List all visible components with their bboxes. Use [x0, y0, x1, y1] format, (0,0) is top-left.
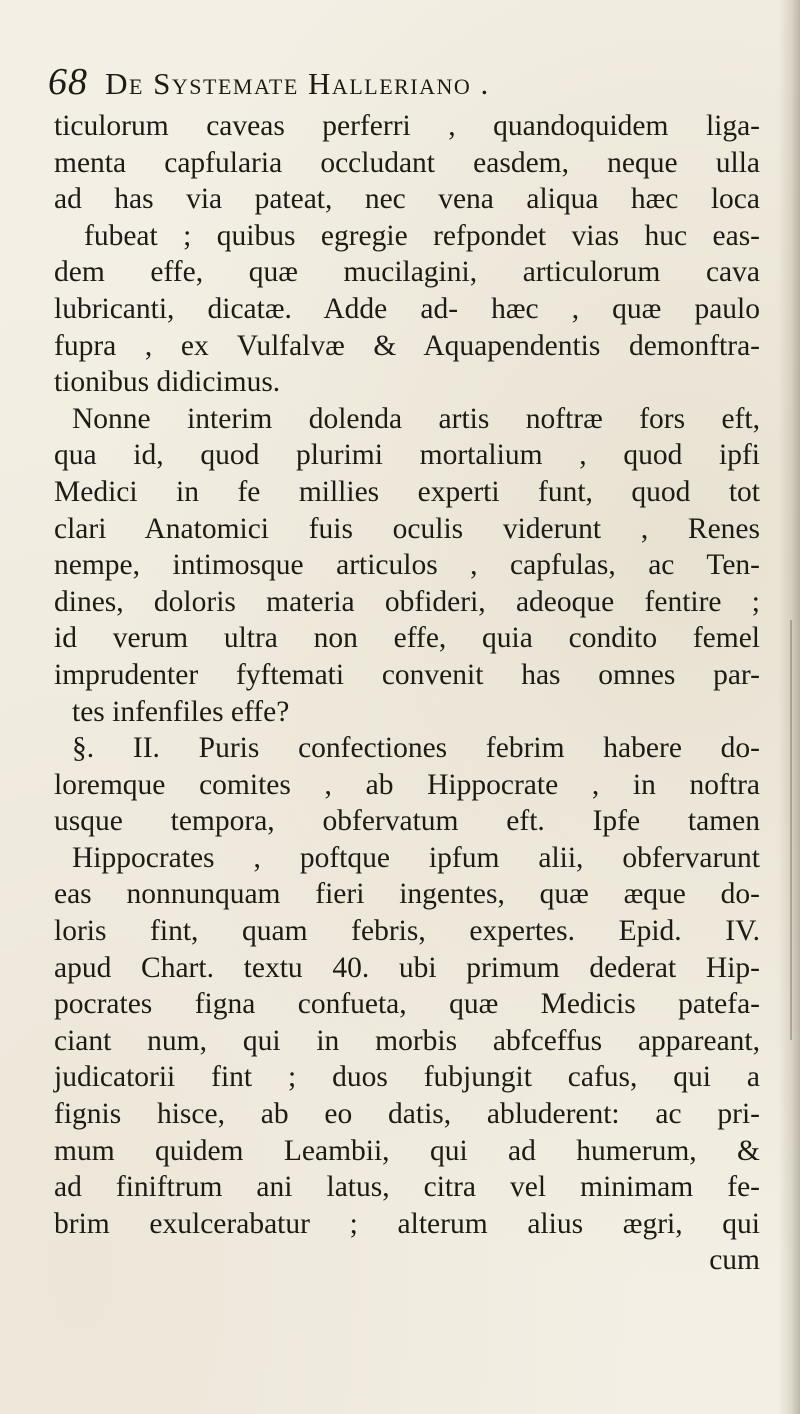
text-line: ad finiftrum ani latus, citra vel minimam fe- [54, 1171, 760, 1204]
text-line: nempe, intimosque articulos , capfulas, ac Ten- [54, 549, 760, 582]
text-line: dem effe, quæ mucilagini, articulorum cava [54, 256, 760, 289]
text-line: tionibus didicimus. [54, 366, 281, 399]
text-line: fupra , ex Vulfalvæ & Aquapendentis demonftra- [54, 329, 760, 362]
text-line: tes infenfiles effe? [72, 695, 290, 728]
text-line: §. II. Puris confectiones febrim habere do- [72, 732, 760, 765]
running-title: De Systemate Halleriano . [105, 66, 490, 101]
text-line: Hippocrates , poftque ipfum alii, obfervarunt [72, 841, 760, 874]
text-line: eas nonnunquam fieri ingentes, quæ æque do- [54, 878, 760, 911]
text-line: dines, doloris materia obfideri, adeoque fentire ; [54, 585, 760, 618]
page-fold-mark [790, 620, 792, 1040]
text-line: ciant num, qui in morbis abfceffus appareant, [54, 1024, 760, 1057]
text-line: fignis hisce, ab eo datis, abluderent: ac pri- [54, 1098, 760, 1131]
text-line: id verum ultra non effe, quia condito femel [54, 622, 760, 655]
text-line: usque tempora, obfervatum eft. Ipfe tamen [54, 805, 760, 838]
text-line: imprudenter fyftemati convenit has omnes par- [54, 658, 760, 691]
text-line: apud Chart. textu 40. ubi primum dederat Hip- [54, 951, 760, 984]
text-line: qua id, quod plurimi mortalium , quod ipfi [54, 439, 760, 472]
text-line: loris fint, quam febris, expertes. Epid. IV. [54, 915, 760, 948]
running-header [48, 60, 748, 112]
text-line: clari Anatomici fuis oculis viderunt , Renes [54, 512, 760, 545]
catchword: cum [709, 1244, 760, 1277]
text-line: Medici in fe millies experti funt, quod tot [54, 475, 760, 508]
text-line: ticulorum caveas perferri , quandoquidem liga- [54, 110, 760, 142]
text-line: ad has via pateat, nec vena aliqua hæc loca [54, 183, 760, 216]
body-text [54, 108, 760, 1279]
page-edge-shadow [778, 0, 800, 1414]
text-line: mum quidem Leambii, qui ad humerum, & [54, 1134, 760, 1167]
text-line: loremque comites , ab Hippocrate , in noftra [54, 768, 760, 801]
text-line: menta capfularia occludant easdem, neque ulla [54, 146, 760, 179]
text-line: Nonne interim dolenda artis noftræ fors eft, [72, 402, 760, 435]
text-line: brim exulcerabatur ; alterum alius ægri, qui [54, 1207, 760, 1240]
text-line: fubeat ; quibus egregie refpondet vias huc eas- [84, 219, 760, 252]
text-line: pocrates figna confueta, quæ Medicis patefa- [54, 988, 760, 1021]
text-line: lubricanti, dicatæ. Adde ad- hæc , quæ paulo [54, 292, 760, 325]
page-number: 68 [48, 61, 88, 103]
text-line: judicatorii fint ; duos fubjungit cafus, qui a [54, 1061, 760, 1094]
